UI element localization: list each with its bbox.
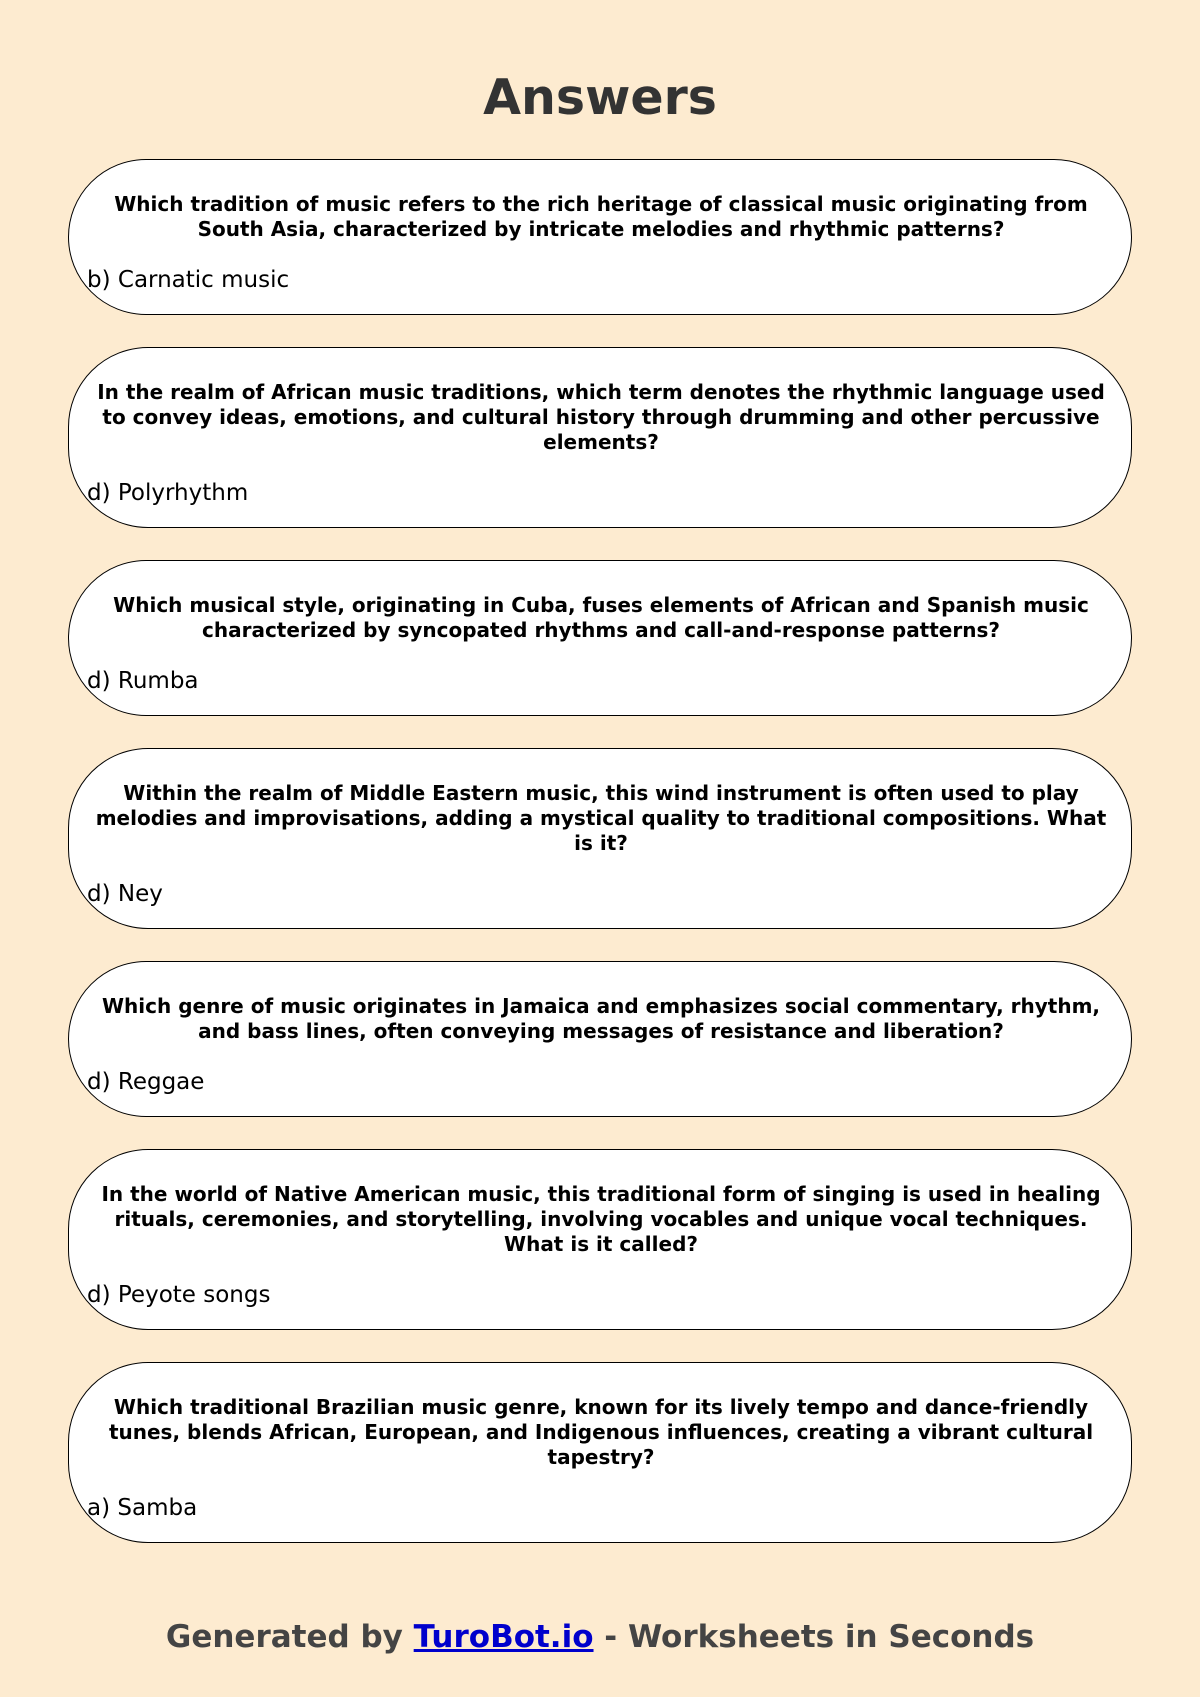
answer-card-5 [68, 961, 1132, 1117]
answers-list [68, 159, 1132, 1575]
answer-text: d) Rumba [87, 668, 199, 694]
question-text: Which traditional Brazilian music genre, known for its lively tempo and dance-friendly tunes, blends African, European, and Indigenous influences, creating a vibrant cultural tapestry? [108, 1395, 1094, 1469]
answer-text: d) Reggae [87, 1069, 205, 1095]
answer-text: d) Ney [87, 881, 163, 907]
question-text: Which genre of music originates in Jamaica and emphasizes social commentary, rhythm, and bass lines, often conveying messages of resistance and liberation? [101, 994, 1101, 1043]
answer-card-6 [68, 1149, 1132, 1330]
question-text: In the realm of African music traditions, which term denotes the rhythmic language used to convey ideas, emotions, and cultural history through drumming and other percussive elements? [97, 380, 1105, 454]
answer-text: d) Polyrhythm [87, 480, 249, 506]
question-text: Within the realm of Middle Eastern music, this wind instrument is often used to play melodies and improvisations, adding a mystical quality to traditional compositions. What is it? [95, 781, 1107, 855]
footer-suffix: - Worksheets in Seconds [593, 1619, 1035, 1655]
page-title: Answers [483, 69, 717, 126]
answer-card-7 [68, 1362, 1132, 1543]
answer-card-3 [68, 560, 1132, 716]
answer-text: a) Samba [87, 1495, 198, 1521]
question-text: Which tradition of music refers to the rich heritage of classical music originating from South Asia, characterized by intricate melodies and rhythmic patterns? [114, 192, 1088, 241]
answer-card-4 [68, 748, 1132, 929]
turobot-link[interactable]: TuroBot.io [413, 1619, 594, 1655]
question-text: Which musical style, originating in Cuba, fuses elements of African and Spanish music characterized by syncopated rhythms and call-and-response patterns? [113, 593, 1089, 642]
answer-card-2 [68, 347, 1132, 528]
footer [0, 1616, 1200, 1658]
answer-text: d) Peyote songs [87, 1282, 271, 1308]
answer-text: b) Carnatic music [87, 267, 290, 293]
answer-card-1 [68, 159, 1132, 315]
question-text: In the world of Native American music, this traditional form of singing is used in healing rituals, ceremonies, and storytelling, involving vocables and unique vocal techniques. What is it called? [101, 1182, 1101, 1256]
footer-prefix: Generated by [165, 1619, 414, 1655]
